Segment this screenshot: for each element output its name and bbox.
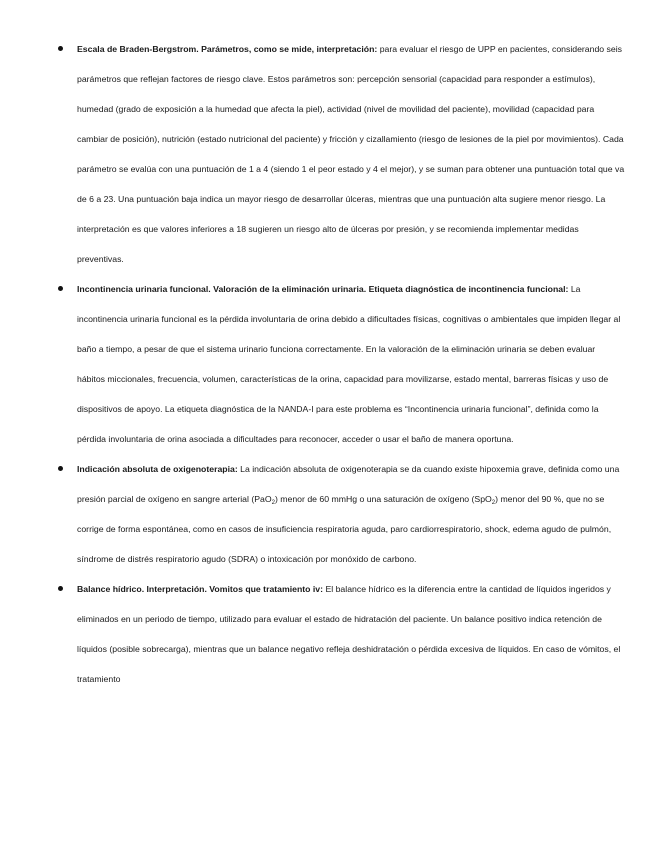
item-text-part: ) menor del 90 %, que no se corrige de forma espontánea, como en casos de insuficiencia respiratoria aguda, paro cardiorrespiratorio, shock, edema agudo de pulmón, síndrome de distrés respiratorio agudo (SDRA) o intoxicación por monóxido de carbono. xyxy=(77,494,612,564)
bullet-icon xyxy=(58,46,63,51)
list-item-braden xyxy=(0,34,655,274)
item-text-part: La indicación absoluta de oxigenoterapia se da cuando existe hipoxemia grave, definida como una presión parcial de oxígeno en sangre arterial (PaO xyxy=(77,464,620,504)
list-item-balance-hidrico xyxy=(0,574,655,694)
bullet-icon xyxy=(58,586,63,591)
item-heading: Escala de Braden-Bergstrom. Parámetros, como se mide, interpretación: xyxy=(77,44,378,54)
subscript: 2 xyxy=(491,500,496,506)
bullet-icon xyxy=(58,466,63,471)
item-text-part: ) menor de 60 mmHg o una saturación de oxígeno (SpO xyxy=(274,494,492,504)
item-heading: Incontinencia urinaria funcional. Valoración de la eliminación urinaria. Etiqueta diagnóstica de incontinencia funcional: xyxy=(77,284,569,294)
subscript: 2 xyxy=(271,500,275,506)
item-heading: Indicación absoluta de oxigenoterapia: xyxy=(77,464,238,474)
list-item-incontinencia xyxy=(0,274,655,454)
item-text: El balance hídrico es la diferencia entre la cantidad de líquidos ingeridos y eliminados en un periodo de tiempo, utilizado para evaluar el estado de hidratación del paciente. Un balance positivo indica retención de líquidos (posible sobrecarga), mientras que un balance negativo refleja deshidratación o pérdida excesiva de líquidos. En caso de vómitos, el tratamiento xyxy=(77,584,621,684)
bullet-list xyxy=(0,34,655,694)
item-heading: Balance hídrico. Interpretación. Vomitos que tratamiento iv: xyxy=(77,584,324,594)
item-text: para evaluar el riesgo de UPP en pacientes, considerando seis parámetros que reflejan factores de riesgo clave. Estos parámetros son: percepción sensorial (capacidad para responder a estímulos), humedad (grado de exposición a la humedad que afecta la piel), actividad (nivel de movilidad del paciente), movilidad (capacidad para cambiar de posición), nutrición (estado nutricional del paciente) y fricción y cizallamiento (riesgo de lesiones de la piel por movimientos). Cada parámetro se evalúa con una puntuación de 1 a 4 (siendo 1 el peor estado y 4 el mejor), y se suman para obtener una puntuación total que va de 6 a 23. Una puntuación baja indica un mayor riesgo de desarrollar úlceras, mientras que una puntuación alta sugiere menor riesgo. La interpretación es que valores inferiores a 18 sugieren un riesgo alto de úlceras por presión, y se recomienda implementar medidas preventivas. xyxy=(77,44,625,264)
item-text: La incontinencia urinaria funcional es la pérdida involuntaria de orina debido a dificultades físicas, cognitivas o ambientales que impiden llegar al baño a tiempo, a pesar de que el sistema urinario funciona correctamente. En la valoración de la eliminación urinaria se deben evaluar hábitos miccionales, frecuencia, volumen, características de la orina, capacidad para movilizarse, estado mental, barreras físicas y uso de dispositivos de apoyo. La etiqueta diagnóstica de la NANDA-I para este problema es “Incontinencia urinaria funcional”, definida como la pérdida involuntaria de orina asociada a dificultades para reconocer, acceder o usar el baño de manera oportuna. xyxy=(77,284,621,444)
list-item-oxigenoterapia xyxy=(0,454,655,574)
bullet-icon xyxy=(58,286,63,291)
